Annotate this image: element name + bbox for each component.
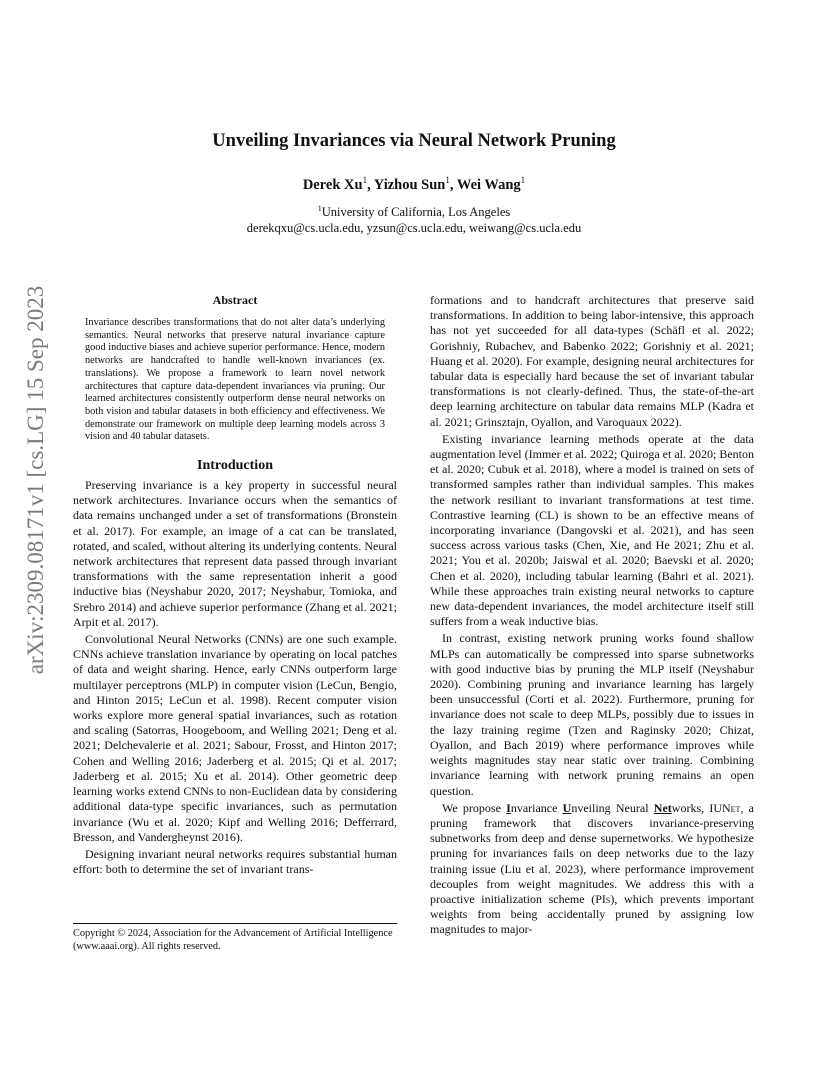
author-emails: derekqxu@cs.ucla.edu, yzsun@cs.ucla.edu, weiwang@cs.ucla.edu [246,221,582,236]
author-affiliation-mark: 1 [520,175,526,185]
text-run: , a pruning framework that discovers invariance-preserving subnetworks from deep and dense supernetworks. We hypothesize pruning for invariances fails on deep networks due to the lazy training issue (Liu et al. 2023), where performance improvement decouples from weight magnitudes. We address this with a proactive initialization scheme ( [430,800,755,906]
abstract-heading: Abstract [212,293,258,307]
abstract-text: Invariance describes transformations that do not alter data’s underlying semantics. Neural networks that preserve natural invariance capture good inductive biases and achieve superior performance. Hence, modern networks are handcrafted to handle well-known invariances (ex. translations). We propose a framework to learn novel network architectures that capture data-dependent invariances via pruning. Our learned architectures consistently outperform dense neural networks on both vision and tabular datasets in both efficiency and effectiveness. We demonstrate our framework on multiple deep learning models across 3 vision and 40 tabular datasets. [85,317,385,443]
author-separator: , [367,176,374,193]
affiliation-mark: 1 [317,204,322,213]
paper-title: Unveiling Invariances via Neural Network Pruning [212,131,616,151]
acronym-letter: U [562,800,572,815]
affiliation-block [0,201,828,236]
body-paragraph: Designing invariant neural networks requires substantial human effort: both to determine the set of invariant trans- [73,846,397,877]
copyright-footnote: Copyright © 2024, Association for the Advancement of Artificial Intelligence (www.aaai.org). All rights reserved. [73,923,397,953]
affiliation-name: University of California, Los Angeles [321,205,511,220]
body-paragraph-proposal [430,801,754,938]
body-paragraph: In contrast, existing network pruning works found shallow MLPs can automatically be compressed into sparse subnetworks with good inductive bias by pruning the MLP itself (Neyshabur 2020). Combining pruning and invariance learning has largely been unsuccessful (Corti et al. 2022). Furthermore, pruning for invariance does not scale to deep MLPs, possibly due to issues in the lazy training regime (Tzen and Raginsky 2020; Chizat, Oyallon, and Bach 2019) where performance improves while weights magnitudes stay near static over training. Combining invariance learning with network pruning remains an open question. [430,631,754,798]
author-affiliation-mark: 1 [445,175,450,185]
author-name: Yizhou Sun [373,176,446,193]
acronym-letter: I [506,800,511,815]
body-paragraph: Preserving invariance is a key property in successful neural network architectures. Invariance occurs when the semantics of data remains unchanged under a set of transformations (Bronstein et al. 2017). For example, an image of a cat can be translated, rotated, and scaled, without altering its underlying contents. Neural network architectures that represent data passed through invariant transformations with the same representation inherit a good inductive bias (Neyshabur 2020, 2017; Neyshabur, Tomioka, and Srebro 2014) and achieve superior performance (Zhang et al. 2021; Arpit et al. 2017). [73,478,397,629]
author-name: Derek Xu [302,176,363,193]
author-affiliation-mark: 1 [362,175,368,185]
author-separator: , [449,176,457,193]
acronym-letter: Net [653,800,672,815]
left-column [73,293,397,877]
author-name: Wei Wang [456,176,521,193]
body-paragraph: Convolutional Neural Networks (CNNs) are one such example. CNNs achieve translation invariance by operating on local patches of data and weight sharing. Hence, early CNNs outperform large multilayer perceptrons (MLP) in computer vision (LeCun, Bengio, and Hinton 2015; LeCun et al. 1998). Recent computer vision works explore more general spatial invariances, such as rotation and scaling (Satorras, Hoogeboom, and Welling 2021; Deng et al. 2021; Delchevalerie et al. 2021; Sabour, Frosst, and Hinton 2017; Cohen and Welling 2016; Jaderberg et al. 2015; Qi et al. 2017; Jaderberg et al. 2015; Xu et al. 2014). Other geometric deep learning works extend CNNs to non-Euclidean data by considering additional data-type specific invariances, such as permutation invariance (Wu et al. 2020; Kipf and Welling 2016; Defferrard, Bresson, and Vandergheynst 2016). [73,632,397,844]
arxiv-identifier-watermark: arXiv:2309.08171v1 [cs.LG] 15 Sep 2023 [23,285,48,675]
method-name: IUNet [709,800,741,815]
author-list [0,175,828,194]
text-run: nveiling Neural [571,800,654,815]
text-run: ), which prevents important weights from being accidentally pruned by assigning low magnitudes to major- [430,891,754,937]
method-name: PIs [595,891,611,906]
text-run: We propose [442,800,507,815]
text-run: nvariance [510,800,563,815]
body-paragraph-continuation: formations and to handcraft architectures that preserve said transformations. In addition to being labor-intensive, this approach has not yet succeeded for all data-types (Schäfl et al. 2022; Gorishniy, Rubachev, and Babenko 2022; Gorishniy et al. 2021; Huang et al. 2020). For example, designing neural architectures for tabular data is especially hard because the set of invariant tabular transformations is not clearly-defined. Thus, the state-of-the-art deep learning architecture on tabular data remains MLP (Kadra et al. 2021; Grinsztajn, Oyallon, and Varoquaux 2022). [430,293,754,429]
right-column [430,293,754,938]
introduction-heading: Introduction [197,458,273,474]
body-paragraph: Existing invariance learning methods operate at the data augmentation level (Immer et al. 2022; Quiroga et al. 2020; Benton et al. 2020; Cubuk et al. 2018), where a model is trained on sets of transformed samples rather than individual samples. This makes the network resiliant to invariant transformations at test time. Contrastive learning (CL) is shown to be an effective means of incorporating invariance (Dangovski et al. 2021), and has seen success across various tasks (Chen, Xie, and He 2021; Zhu et al. 2021; You et al. 2020b; Jaiswal et al. 2020; Baevski et al. 2020; Chen et al. 2020), including tabular learning (Bahri et al. 2021). While these approaches train existing neural networks to capture new data-dependent invariances, the model architecture itself still suffers from a weak inductive bias. [430,431,754,629]
text-run: works, [671,800,710,815]
